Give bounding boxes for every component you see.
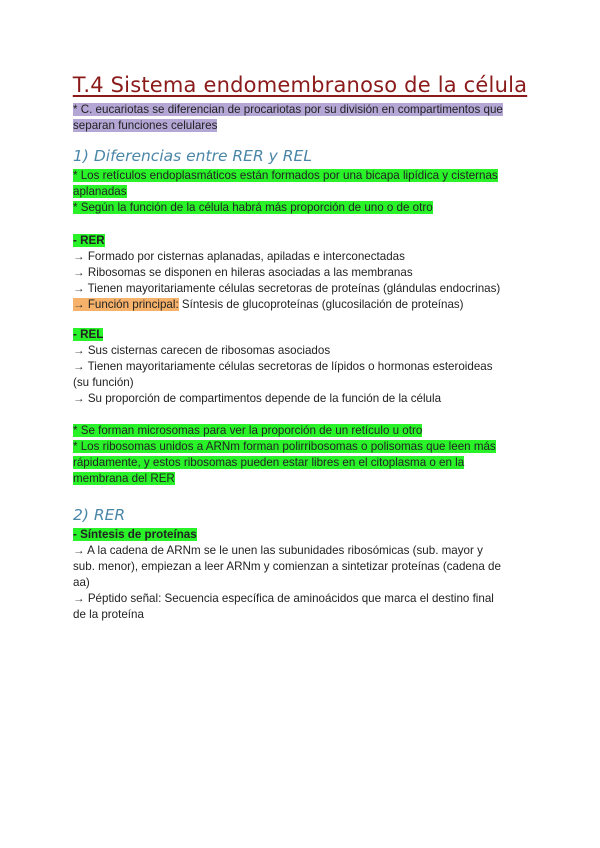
rel-list [73,327,533,407]
note-line: * Los retículos endoplasmáticos están formados por una bicapa lipídica y cisternas [73,169,498,182]
list-item: → Péptido señal: Secuencia específica de aminoácidos que marca el destino final [73,592,494,605]
section-1-heading: 1) Diferencias entre RER y REL [73,147,312,165]
note-line: * Los ribosomas unidos a ARNm forman polirribosomas o polisomas que leen más [73,440,496,453]
list-item: → Tienen mayoritariamente células secretoras de proteínas (glándulas endocrinas) [73,282,501,295]
list-item: de la proteína [73,608,144,621]
intro-line-1: * C. eucariotas se diferencian de procariotas por su división en compartimentos que [73,103,503,116]
note-line: aplanadas [73,185,127,198]
rer-list [73,233,533,313]
list-item: → Sus cisternas carecen de ribosomas asociados [73,344,331,357]
note-line: * Según la función de la célula habrá más proporción de uno o de otro [73,201,433,214]
section-2-heading: 2) RER [73,506,126,524]
list-item: sub. menor), empiezan a leer ARNm y comienzan a sintetizar proteínas (cadena de [73,560,501,573]
note-line: * Se forman microsomas para ver la proporción de un retículo u otro [73,424,423,437]
list-item: → Ribosomas se disponen en hileras asociadas a las membranas [73,266,413,279]
function-label: → Función principal: [73,298,179,311]
intro-note [73,102,533,134]
rer-label: - RER [73,234,105,247]
protein-synthesis-label: - Síntesis de proteínas [73,528,197,541]
list-item: aa) [73,576,90,589]
section-2-list [73,527,533,623]
rel-label: - REL [73,328,104,341]
intro-line-2: separan funciones celulares [73,119,218,132]
list-item: → Su proporción de compartimentos depende de la función de la célula [73,392,442,405]
list-item: (su función) [73,376,134,389]
section-1-notes [73,168,533,216]
page-title: T.4 Sistema endomembranoso de la célula [72,73,528,97]
list-item: → Formado por cisternas aplanadas, apiladas e interconectadas [73,250,405,263]
list-item: → A la cadena de ARNm se le unen las subunidades ribosómicas (sub. mayor y [73,544,483,557]
note-line: membrana del RER [73,472,175,485]
function-text: Síntesis de glucoproteínas (glucosilación de proteínas) [178,298,464,311]
list-item: → Tienen mayoritariamente células secretoras de lípidos o hormonas esteroideas [73,360,493,373]
note-line: rápidamente, y estos ribosomas pueden estar libres en el citoplasma o en la [73,456,465,469]
extra-notes [73,423,533,487]
